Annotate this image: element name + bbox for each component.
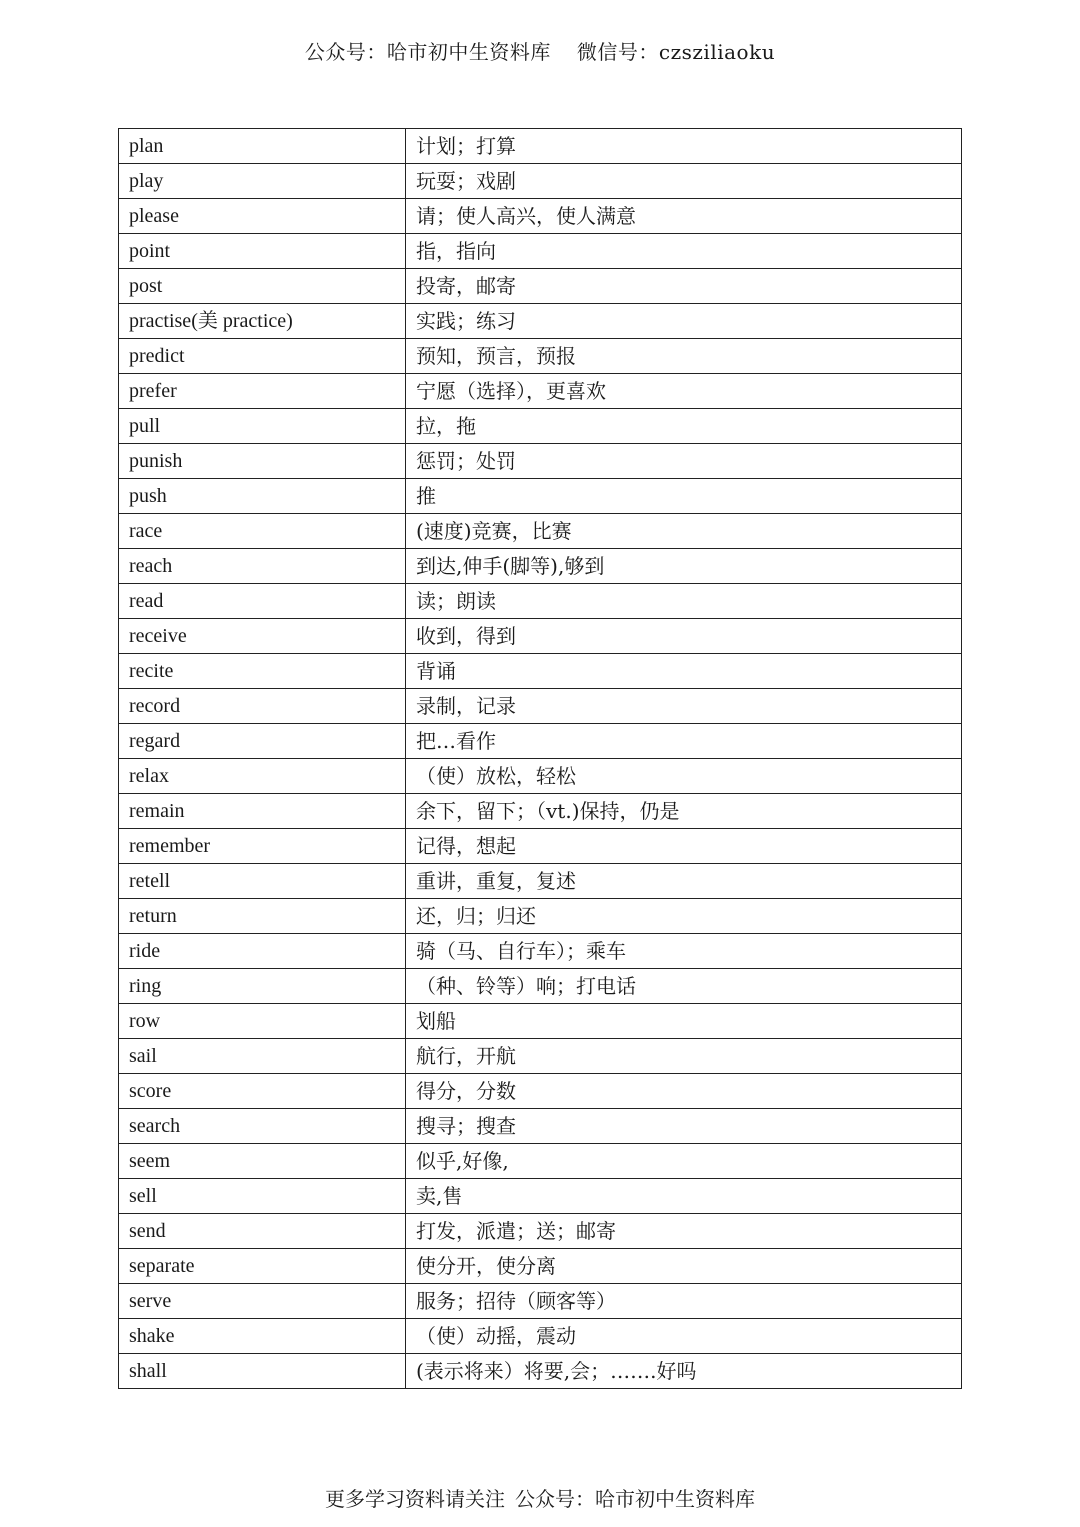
table-row [119, 1109, 962, 1144]
vocab-meaning: 到达,伸手(脚等),够到 [406, 549, 962, 584]
vocab-word: plan [119, 129, 406, 164]
vocab-word: send [119, 1214, 406, 1249]
vocab-meaning: 卖,售 [406, 1179, 962, 1214]
vocab-word: point [119, 234, 406, 269]
vocab-meaning: 拉，拖 [406, 409, 962, 444]
vocabulary-table [118, 128, 962, 1389]
vocab-meaning: 录制，记录 [406, 689, 962, 724]
table-row [119, 199, 962, 234]
vocab-meaning: 搜寻；搜查 [406, 1109, 962, 1144]
table-row [119, 584, 962, 619]
table-row [119, 409, 962, 444]
vocab-word: practise(美 practice) [119, 304, 406, 339]
vocab-meaning: 预知，预言，预报 [406, 339, 962, 374]
vocabulary-table-body [119, 129, 962, 1389]
vocab-meaning: 推 [406, 479, 962, 514]
table-row [119, 129, 962, 164]
vocab-word: retell [119, 864, 406, 899]
table-row [119, 1144, 962, 1179]
vocab-meaning: 实践；练习 [406, 304, 962, 339]
table-row [119, 1214, 962, 1249]
table-row [119, 1004, 962, 1039]
vocab-word: sell [119, 1179, 406, 1214]
vocab-word: punish [119, 444, 406, 479]
table-row [119, 619, 962, 654]
table-row [119, 1249, 962, 1284]
vocab-word: recite [119, 654, 406, 689]
vocab-meaning: (表示将来）将要,会；…….好吗 [406, 1354, 962, 1389]
table-row [119, 1354, 962, 1389]
table-row [119, 514, 962, 549]
table-row [119, 549, 962, 584]
vocab-meaning: 航行，开航 [406, 1039, 962, 1074]
vocab-meaning: (速度)竞赛，比赛 [406, 514, 962, 549]
vocab-meaning: 计划；打算 [406, 129, 962, 164]
table-row [119, 164, 962, 199]
vocab-word: receive [119, 619, 406, 654]
footer-prompt-label: 更多学习资料请关注 [325, 1487, 505, 1511]
table-row [119, 444, 962, 479]
vocab-word: please [119, 199, 406, 234]
vocab-meaning: 指，指向 [406, 234, 962, 269]
vocab-meaning: （使）放松，轻松 [406, 759, 962, 794]
vocab-meaning: 宁愿（选择），更喜欢 [406, 374, 962, 409]
vocab-meaning: 骑（马、自行车）；乘车 [406, 934, 962, 969]
vocab-word: pull [119, 409, 406, 444]
vocab-meaning: 划船 [406, 1004, 962, 1039]
vocab-meaning: （种、铃等）响；打电话 [406, 969, 962, 1004]
vocab-word: serve [119, 1284, 406, 1319]
table-row [119, 479, 962, 514]
vocab-meaning: 使分开，使分离 [406, 1249, 962, 1284]
page-footer [0, 1483, 1080, 1512]
vocab-word: play [119, 164, 406, 199]
header-wechat-label: 微信号：czsziliaoku [576, 40, 776, 64]
vocab-word: remember [119, 829, 406, 864]
table-row [119, 1179, 962, 1214]
vocab-meaning: 似乎,好像, [406, 1144, 962, 1179]
table-row [119, 794, 962, 829]
table-row [119, 689, 962, 724]
vocab-word: remain [119, 794, 406, 829]
table-row [119, 1319, 962, 1354]
vocab-meaning: 重讲，重复，复述 [406, 864, 962, 899]
vocab-meaning: 读；朗读 [406, 584, 962, 619]
vocab-word: post [119, 269, 406, 304]
vocab-word: search [119, 1109, 406, 1144]
vocab-meaning: 请；使人高兴，使人满意 [406, 199, 962, 234]
table-row [119, 339, 962, 374]
table-row [119, 1074, 962, 1109]
vocab-meaning: 余下，留下；（vt.)保持，仍是 [406, 794, 962, 829]
vocab-word: race [119, 514, 406, 549]
vocab-word: push [119, 479, 406, 514]
vocab-meaning: （使）动摇，震动 [406, 1319, 962, 1354]
table-row [119, 1284, 962, 1319]
table-row [119, 1039, 962, 1074]
footer-account-label: 公众号：哈市初中生资料库 [515, 1487, 755, 1511]
vocab-word: regard [119, 724, 406, 759]
vocab-meaning: 惩罚；处罚 [406, 444, 962, 479]
vocab-meaning: 背诵 [406, 654, 962, 689]
table-row [119, 864, 962, 899]
vocab-meaning: 收到，得到 [406, 619, 962, 654]
vocab-word: predict [119, 339, 406, 374]
vocab-meaning: 服务；招待（顾客等） [406, 1284, 962, 1319]
page-header [0, 36, 1080, 65]
vocab-meaning: 把…看作 [406, 724, 962, 759]
table-row [119, 269, 962, 304]
table-row [119, 374, 962, 409]
table-row [119, 234, 962, 269]
header-account-label: 公众号：哈市初中生资料库 [304, 40, 551, 64]
table-row [119, 829, 962, 864]
vocab-word: record [119, 689, 406, 724]
vocab-meaning: 得分，分数 [406, 1074, 962, 1109]
vocab-word: row [119, 1004, 406, 1039]
vocab-word: shake [119, 1319, 406, 1354]
table-row [119, 759, 962, 794]
vocab-word: score [119, 1074, 406, 1109]
table-row [119, 934, 962, 969]
vocab-meaning: 打发，派遣；送；邮寄 [406, 1214, 962, 1249]
table-row [119, 899, 962, 934]
vocab-word: ride [119, 934, 406, 969]
table-row [119, 724, 962, 759]
vocab-word: reach [119, 549, 406, 584]
vocab-word: seem [119, 1144, 406, 1179]
vocab-word: sail [119, 1039, 406, 1074]
vocab-word: separate [119, 1249, 406, 1284]
table-row [119, 304, 962, 339]
vocab-word: read [119, 584, 406, 619]
table-row [119, 654, 962, 689]
vocab-meaning: 投寄，邮寄 [406, 269, 962, 304]
table-row [119, 969, 962, 1004]
vocab-word: prefer [119, 374, 406, 409]
vocab-word: return [119, 899, 406, 934]
vocab-meaning: 还，归；归还 [406, 899, 962, 934]
vocab-meaning: 记得，想起 [406, 829, 962, 864]
vocab-word: shall [119, 1354, 406, 1389]
vocab-meaning: 玩耍；戏剧 [406, 164, 962, 199]
vocab-word: ring [119, 969, 406, 1004]
vocab-word: relax [119, 759, 406, 794]
